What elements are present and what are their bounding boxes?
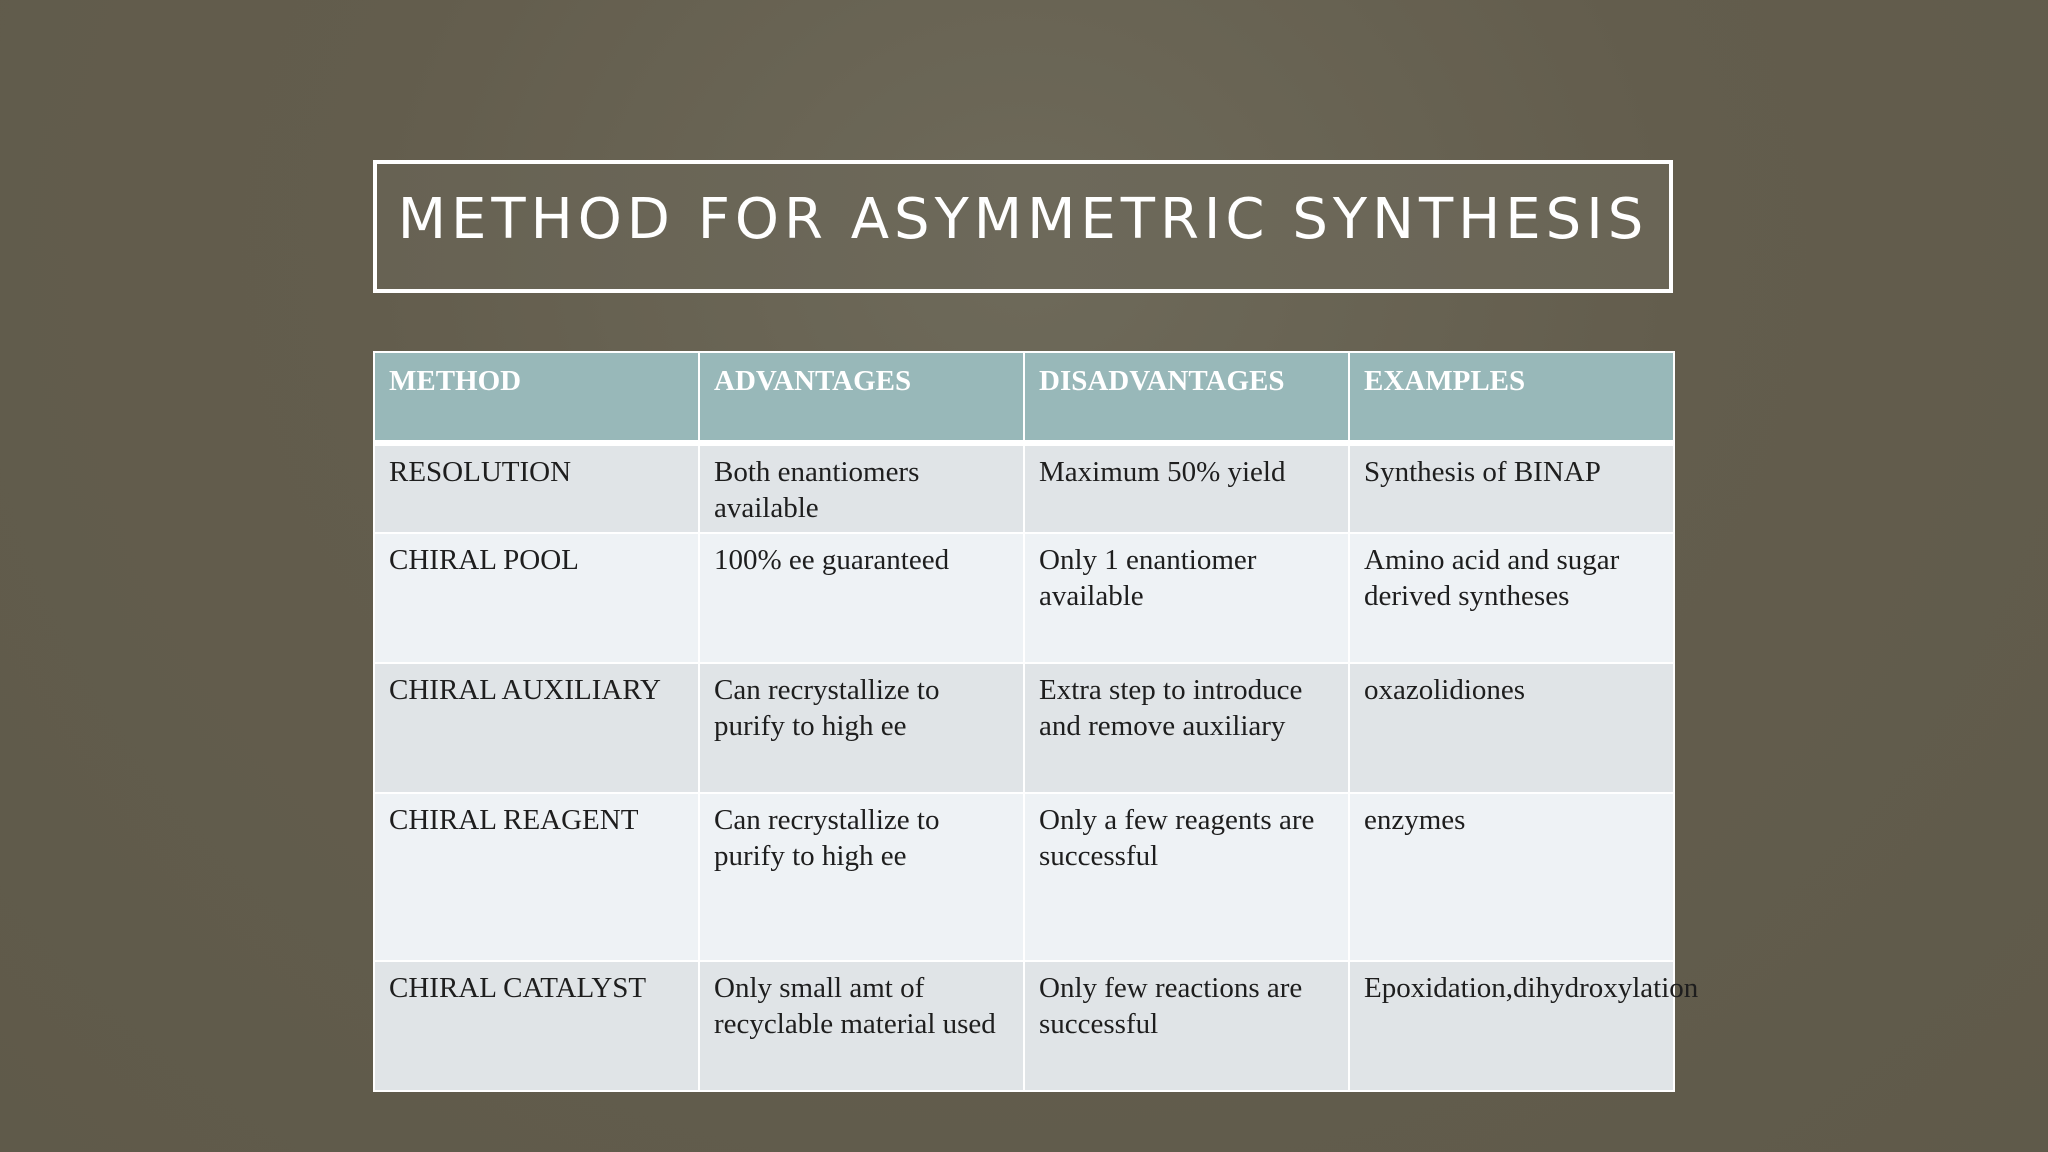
cell-method: CHIRAL CATALYST bbox=[374, 961, 699, 1091]
cell-disadvantages: Only 1 enantiomer available bbox=[1024, 533, 1349, 663]
header-disadvantages: DISADVANTAGES bbox=[1024, 352, 1349, 443]
table-row bbox=[374, 443, 1674, 533]
header-examples: EXAMPLES bbox=[1349, 352, 1674, 443]
cell-examples: oxazolidiones bbox=[1349, 663, 1674, 793]
cell-examples: Synthesis of BINAP bbox=[1349, 443, 1674, 533]
cell-advantages: 100% ee guaranteed bbox=[699, 533, 1024, 663]
table-row bbox=[374, 793, 1674, 961]
cell-method: RESOLUTION bbox=[374, 443, 699, 533]
cell-advantages: Only small amt of recyclable material used bbox=[699, 961, 1024, 1091]
cell-disadvantages: Only few reactions are successful bbox=[1024, 961, 1349, 1091]
table-row bbox=[374, 663, 1674, 793]
table-row bbox=[374, 961, 1674, 1091]
methods-table bbox=[373, 351, 1699, 1092]
cell-advantages: Can recrystallize to purify to high ee bbox=[699, 793, 1024, 961]
cell-disadvantages: Maximum 50% yield bbox=[1024, 443, 1349, 533]
cell-method: CHIRAL REAGENT bbox=[374, 793, 699, 961]
title-box bbox=[373, 160, 1673, 293]
cell-examples: Epoxidation,dihydroxylation bbox=[1349, 961, 1674, 1091]
cell-examples: enzymes bbox=[1349, 793, 1674, 961]
cell-advantages: Can recrystallize to purify to high ee bbox=[699, 663, 1024, 793]
slide-title: METHOD FOR ASYMMETRIC SYNTHESIS bbox=[397, 187, 1649, 252]
cell-disadvantages: Only a few reagents are successful bbox=[1024, 793, 1349, 961]
cell-disadvantages: Extra step to introduce and remove auxiliary bbox=[1024, 663, 1349, 793]
cell-method: CHIRAL POOL bbox=[374, 533, 699, 663]
table-row bbox=[374, 533, 1674, 663]
table-header-row bbox=[374, 352, 1674, 443]
cell-advantages: Both enantiomers available bbox=[699, 443, 1024, 533]
header-method: METHOD bbox=[374, 352, 699, 443]
header-advantages: ADVANTAGES bbox=[699, 352, 1024, 443]
cell-method: CHIRAL AUXILIARY bbox=[374, 663, 699, 793]
cell-examples: Amino acid and sugar derived syntheses bbox=[1349, 533, 1674, 663]
